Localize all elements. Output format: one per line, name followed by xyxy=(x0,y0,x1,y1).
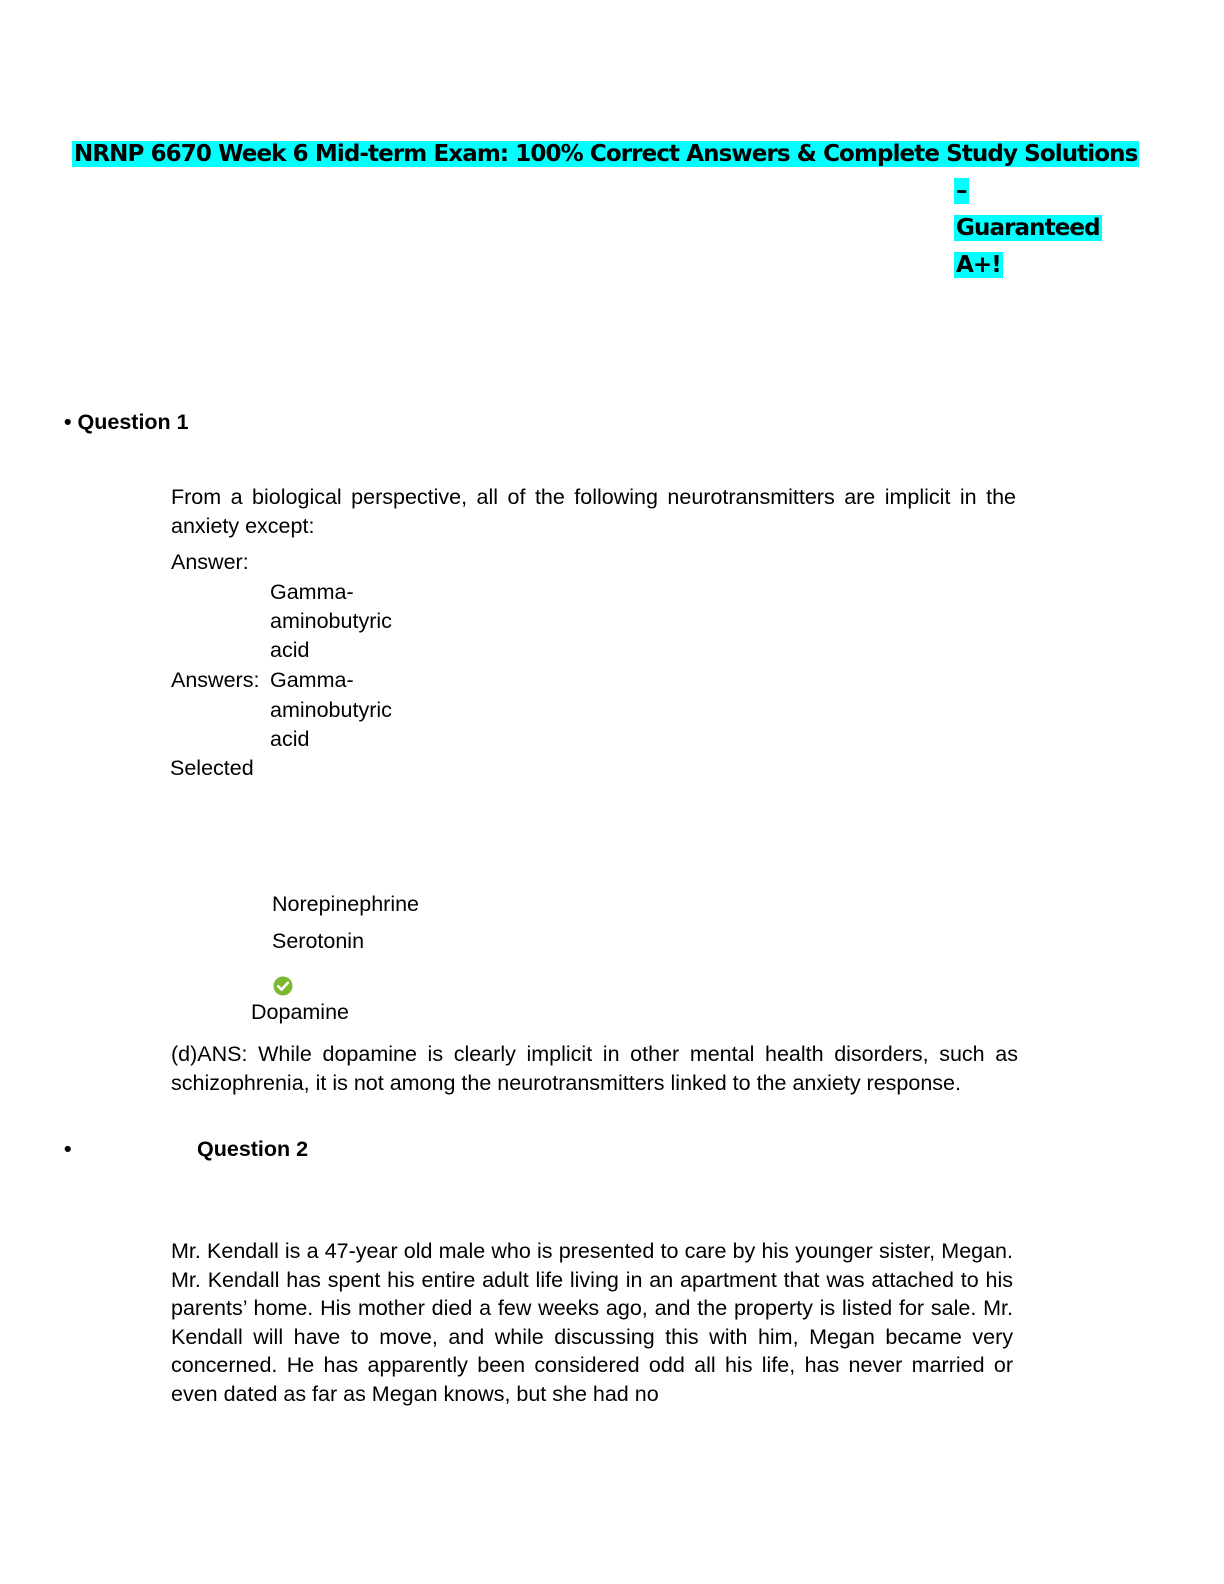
title-line-3-wrap xyxy=(954,210,1102,247)
option-dopamine-correct: Dopamine xyxy=(251,1000,349,1024)
selected-label: Selected xyxy=(170,756,254,780)
answer-line-1: Gamma- xyxy=(270,580,354,604)
title-line-1: NRNP 6670 Week 6 Mid-term Exam: 100% Correct Answers & Complete Study Solutions xyxy=(74,141,1138,167)
question-1-prompt: From a biological perspective, all of the following neurotransmitters are implicit in the anxiety except: xyxy=(171,485,1016,538)
answers-label: Answers: xyxy=(171,668,260,692)
question-1-heading xyxy=(64,408,189,437)
title-line-3: Guaranteed xyxy=(956,215,1100,241)
title-line-4-wrap xyxy=(954,247,1003,284)
answer-label: Answer: xyxy=(171,550,249,574)
title-line-2: – xyxy=(956,178,967,204)
answers-line-2: aminobutyric xyxy=(270,698,392,722)
document-title xyxy=(72,136,1139,173)
answers-line-1: Gamma- xyxy=(270,668,354,692)
option-norepinephrine: Norepinephrine xyxy=(272,892,420,916)
question-2-label: Question 2 xyxy=(197,1137,309,1161)
question-2-bullet: • xyxy=(64,1137,72,1161)
title-line-2-wrap xyxy=(954,173,969,210)
title-line-4: A+! xyxy=(956,252,1001,278)
check-circle-icon xyxy=(273,976,293,996)
option-serotonin: Serotonin xyxy=(272,929,365,953)
question-2-prompt: Mr. Kendall is a 47-year old male who is presented to care by his younger sister, Megan. Mr. Kendall has spent his entire adult life living in an apartment that was attached to his parents’ home. His mother died a few weeks ago, and the property is listed for sale. Mr. Kendall will have to move, and while discussing this with him, Megan became very concerned. He has apparently been considered odd all his life, has never married or even dated as far as Megan knows, but she had no xyxy=(171,1239,1013,1406)
question-1-bullet: • xyxy=(64,410,72,434)
question-1-explanation: (d)ANS: While dopamine is clearly implicit in other mental health disorders, such as schizophrenia, it is not among the neurotransmitters linked to the anxiety response. xyxy=(171,1042,1018,1095)
answer-line-2: aminobutyric xyxy=(270,609,392,633)
answer-line-3: acid xyxy=(270,638,310,662)
answers-line-3: acid xyxy=(270,727,310,751)
question-1-label: Question 1 xyxy=(77,410,189,434)
